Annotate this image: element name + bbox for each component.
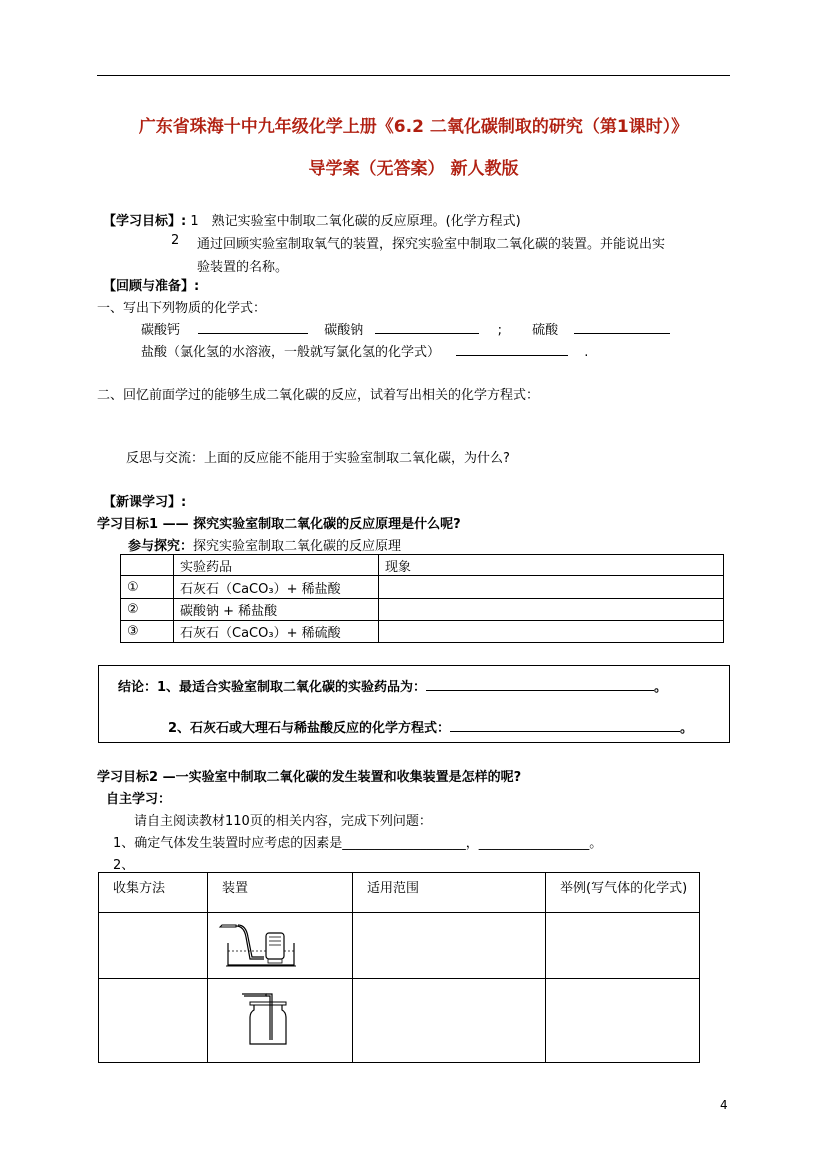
table-row [99,913,700,979]
question-1-comma: ， [465,836,479,851]
applicable-range-cell[interactable] [353,979,546,1063]
question-1-blank-2[interactable]: _________________ [478,836,590,851]
header-rule [97,75,730,76]
objective-item-2-line1: 通过回顾实验室制取氧气的装置，探究实验室中制取二氧化碳的装置。并能说出实 [197,237,666,252]
inquiry-line [128,535,401,554]
conclusion-2-blank[interactable] [450,719,680,732]
question-1-end: 。 [589,836,603,851]
collection-method-cell[interactable] [99,979,208,1063]
goal-1: 学习目标1 —— 探究实验室制取二氧化碳的反应原理是什么呢? [97,517,461,532]
table-header-cell: 举例(写气体的化学式) [546,873,700,913]
calcium-carbonate-blank[interactable] [198,321,308,334]
question-1-text: 1、确定气体发生装置时应考虑的因素是 [113,836,343,851]
objectives-section [103,210,521,229]
table-row [121,621,724,643]
review-question-2: 二、回忆前面学过的能够生成二氧化碳的反应，试着写出相关的化学方程式： [97,388,540,403]
inquiry-text: 探究实验室制取二氧化碳的反应原理 [193,539,402,554]
conclusion-1-end: 。 [654,680,668,695]
conclusion-2-text: 2、石灰石或大理石与稀盐酸反应的化学方程式： [168,721,451,736]
page-number: 4 [720,1098,728,1112]
calcium-carbonate-label: 碳酸钙 [141,323,181,338]
water-displacement-apparatus-icon [214,917,300,971]
conclusion-line-1 [118,676,667,695]
conclusion-2-end: 。 [680,721,694,736]
semicolon: ; [497,323,502,338]
question-2-num: 2、 [113,858,135,873]
sulfuric-acid-label: 硫酸 [532,323,559,338]
formula-row-2 [141,341,588,360]
table-header-row [121,555,724,576]
hydrochloric-acid-blank[interactable] [456,343,568,356]
sodium-carbonate-blank[interactable] [375,321,479,334]
hydrochloric-acid-label: 盐酸（氯化氢的水溶液，一般就写氯化氢的化学式） [141,345,441,360]
table-row [99,979,700,1063]
read-instruction: 请自主阅读教材110页的相关内容，完成下列问题： [134,814,432,829]
objectives-label: 【学习目标】: [103,214,187,229]
objective-item-2-num: 2 [171,233,180,248]
collection-table [98,872,700,1063]
table-header-cell [121,555,174,576]
review-question-1: 一、写出下列物质的化学式： [97,301,267,316]
period: . [584,345,589,360]
phenomenon-cell[interactable] [379,576,724,599]
upward-air-displacement-apparatus-icon [214,988,300,1050]
experiment-table [120,554,724,643]
table-cell: ① [121,576,174,599]
table-cell: ③ [121,621,174,643]
phenomenon-cell[interactable] [379,621,724,643]
question-1 [113,832,602,851]
sodium-carbonate-label: 碳酸钠 [324,323,364,338]
reflection-text: 反思与交流：上面的反应能不能用于实验室制取二氧化碳，为什么? [126,451,510,466]
table-row [121,576,724,599]
objective-item-1: 1 熟记实验室中制取二氧化碳的反应原理。(化学方程式) [190,214,521,229]
example-cell[interactable] [546,913,700,979]
table-header-cell: 收集方法 [99,873,208,913]
table-cell: 石灰石（CaCO₃）+ 稀硫酸 [174,621,379,643]
formula-row-1 [141,319,670,338]
table-cell: 石灰石（CaCO₃）+ 稀盐酸 [174,576,379,599]
table-header-cell: 装置 [208,873,353,913]
conclusion-1-text: 结论：1、最适合实验室制取二氧化碳的实验药品为： [118,680,427,695]
page-subtitle: 导学案（无答案） 新人教版 [308,159,519,179]
table-cell: 碳酸钠 + 稀盐酸 [174,599,379,621]
conclusion-line-2 [168,717,693,736]
inquiry-label: 参与探究： [128,539,194,554]
table-header-cell: 实验药品 [174,555,379,576]
phenomenon-cell[interactable] [379,599,724,621]
collection-method-cell[interactable] [99,913,208,979]
table-row [121,599,724,621]
applicable-range-cell[interactable] [353,913,546,979]
apparatus-cell [208,979,353,1063]
new-lesson-label: 【新课学习】: [103,495,187,510]
conclusion-1-blank[interactable] [426,678,654,691]
table-header-row [99,873,700,913]
table-header-cell: 适用范围 [353,873,546,913]
table-cell: ② [121,599,174,621]
objective-item-2-line2: 验装置的名称。 [197,260,289,275]
example-cell[interactable] [546,979,700,1063]
apparatus-cell [208,913,353,979]
question-1-blank-1[interactable]: ___________________ [342,836,466,851]
review-label: 【回顾与准备】: [103,279,200,294]
page-title: 广东省珠海十中九年级化学上册《6.2 二氧化碳制取的研究（第1课时）》 [138,117,689,137]
table-header-cell: 现象 [379,555,724,576]
goal-2: 学习目标2 —一实验室中制取二氧化碳的发生装置和收集装置是怎样的呢? [97,770,522,785]
self-study-label: 自主学习： [106,792,172,807]
sulfuric-acid-blank[interactable] [574,321,670,334]
